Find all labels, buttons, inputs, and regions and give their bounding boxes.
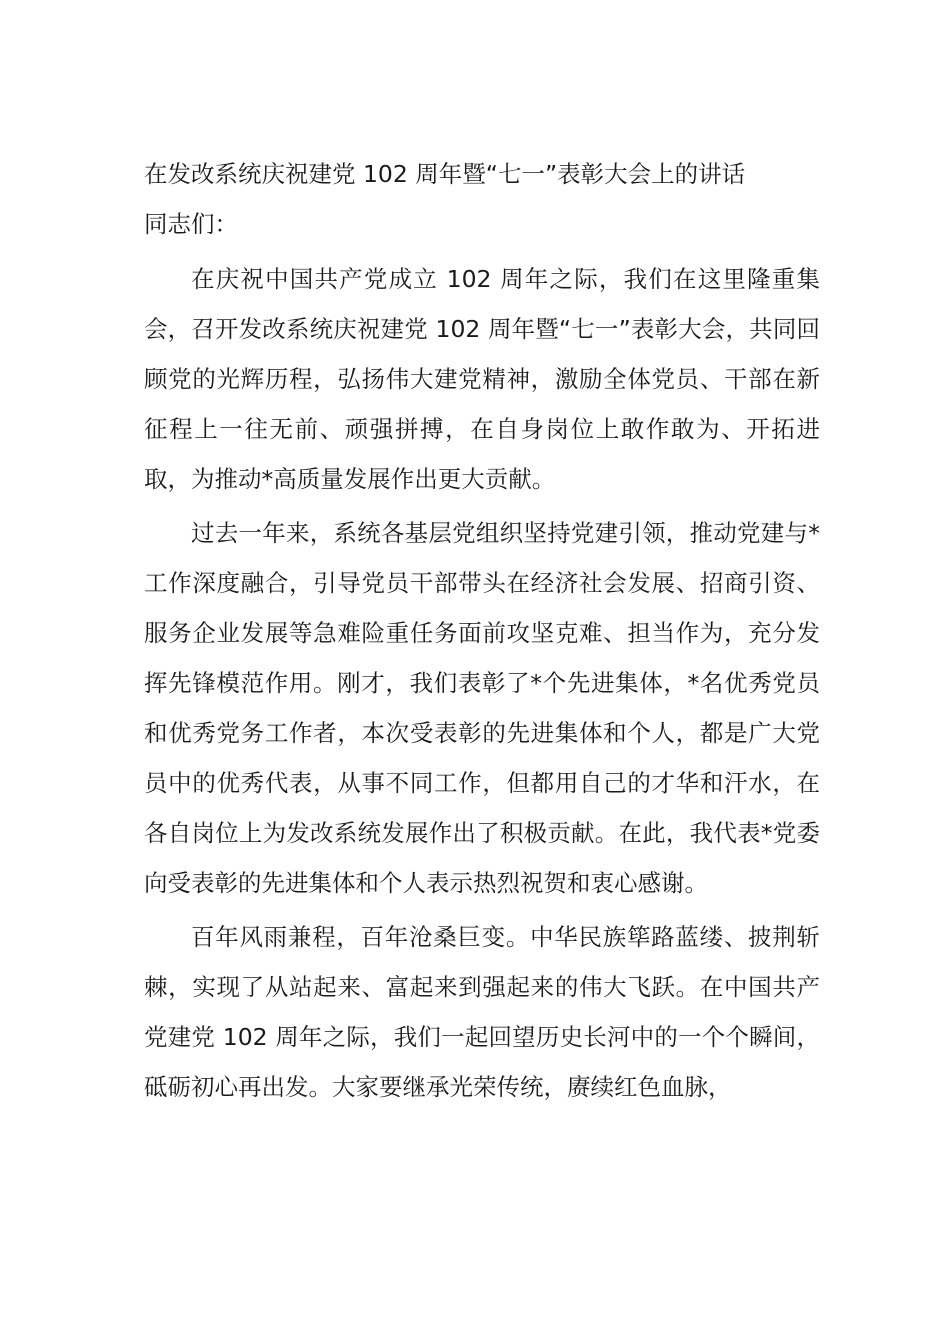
speech-title: 在发改系统庆祝建党 102 周年暨“七一”表彰大会上的讲话 bbox=[144, 160, 746, 188]
paragraph-1: 在庆祝中国共产党成立 102 周年之际，我们在这里隆重集会，召开发改系统庆祝建党 102 周年暨“七一”表彰大会，共同回顾党的光辉历程，弘扬伟大建党精神，激励全体党员、干部在新征程上一往无前、顽强拼搏，在自身岗位上敢作敢为、开拓进取，为推动*高质量发展作出更大贡献。 bbox=[144, 265, 820, 493]
paragraph-2: 过去一年来，系统各基层党组织坚持党建引领，推动党建与*工作深度融合，引导党员干部带头在经济社会发展、招商引资、服务企业发展等急难险重任务面前攻坚克难、担当作为，充分发挥先锋模范作用。刚才，我们表彰了*个先进集体，*名优秀党员和优秀党务工作者，本次受表彰的先进集体和个人，都是广大党员中的优秀代表，从事不同工作，但都用自己的才华和汗水，在各自岗位上为发改系统发展作出了积极贡献。在此，我代表*党委向受表彰的先进集体和个人表示热烈祝贺和衷心感谢。 bbox=[144, 519, 820, 897]
salutation: 同志们： bbox=[144, 210, 238, 238]
paragraph-3: 百年风雨兼程，百年沧桑巨变。中华民族筚路蓝缕、披荆斩棘，实现了从站起来、富起来到强起来的伟大飞跃。在中国共产党建党 102 周年之际，我们一起回望历史长河中的一个个瞬间，砥砺初心再出发。大家要继承光荣传统，赓续红色血脉， bbox=[144, 923, 820, 1101]
document-body bbox=[144, 154, 820, 1116]
